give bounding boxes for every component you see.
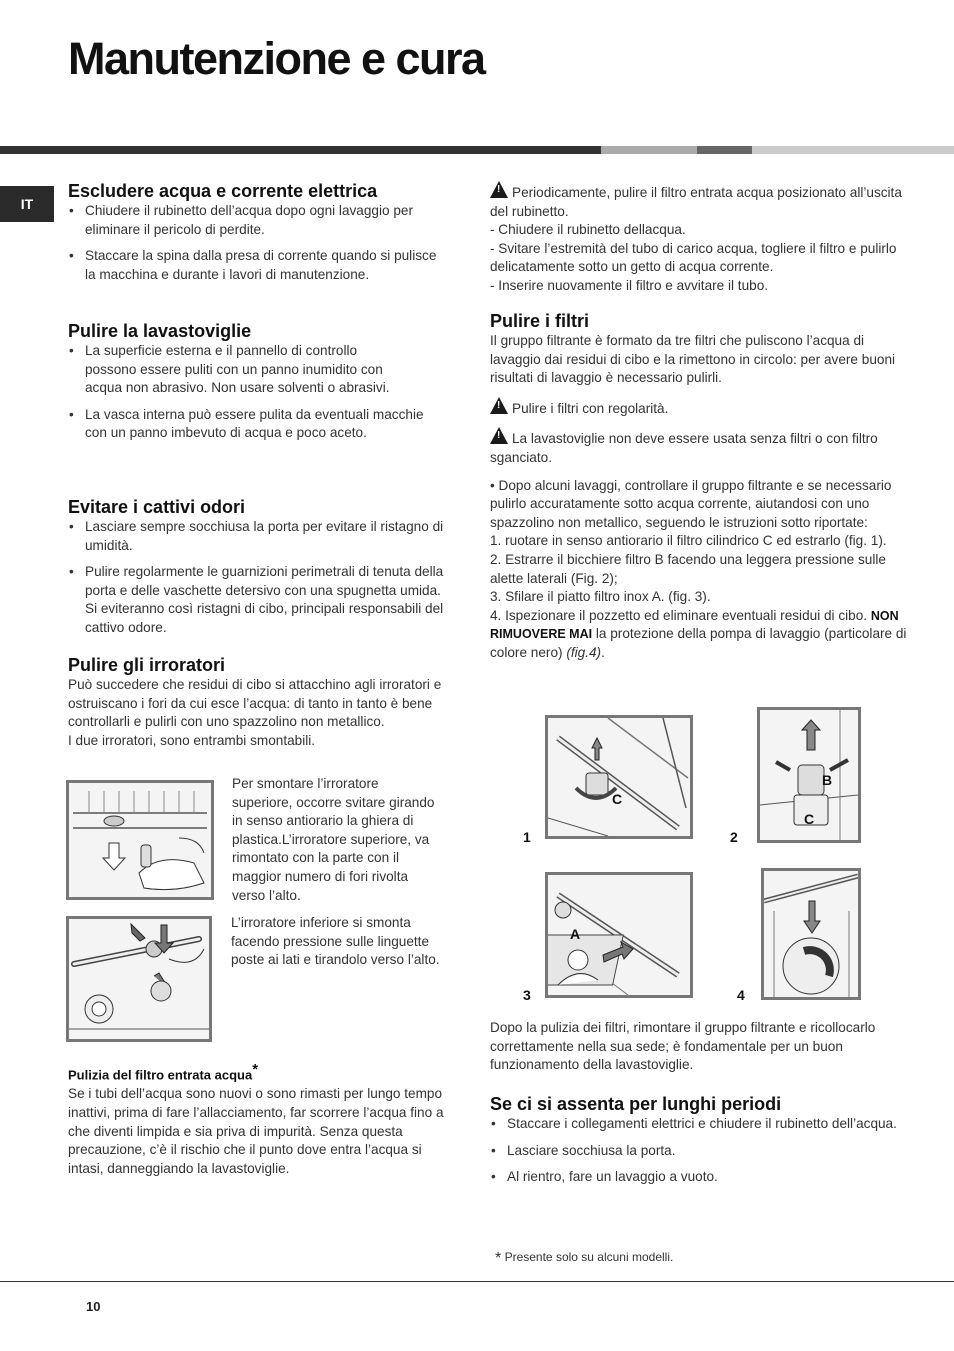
bullet-item: • Al rientro, fare un lavaggio a vuoto.	[490, 1168, 908, 1187]
header-rule-light	[601, 146, 697, 154]
header-rule-mid	[697, 146, 752, 154]
step: 1. ruotare in senso antiorario il filtro cilindrico C ed estrarlo (fig. 1).	[490, 533, 887, 549]
section-spray-arms	[68, 654, 446, 750]
subheading-text: Pulizia del filtro entrata acqua	[68, 1067, 253, 1083]
filter-figure-1	[545, 715, 693, 839]
footnote	[495, 1250, 673, 1268]
paragraph: Se i tubi dell’acqua sono nuovi o sono rimasti per lungo tempo inattivi, prima di fare l’allacciamento, far scorrere l’acqua fino a che diventi limpida e sia priva di impurità. Senza questa precauzione, c’è il rischio che il punto dove entra l’acqua si intasi, danneggiando la lavastoviglie.	[68, 1086, 444, 1176]
figure-number: 2	[730, 829, 738, 845]
figure-reference: (fig.4)	[566, 644, 602, 660]
warning-icon	[490, 397, 508, 414]
header-rule-pale	[752, 146, 954, 154]
upper-spray-arm-text: Per smontare l’irroratore superiore, occorre svitare girando in senso antiorario la ghiera di plastica.L’irroratore superiore, va rimontato con la parte con il maggior numero di fori rivolta verso l’alto.	[232, 776, 435, 903]
filter-figure-3	[545, 872, 693, 998]
subheading	[68, 1060, 446, 1085]
section-filters	[490, 310, 908, 663]
lower-spray-arm-text: L’irroratore inferiore si smonta facendo pressione sulle linguette poste ai lati e tirandolo verso l’alto.	[231, 915, 440, 968]
section-heading: Pulire i filtri	[490, 311, 590, 331]
footer-rule	[0, 1281, 954, 1282]
section-absence	[490, 1093, 908, 1187]
section-heading: Pulire la lavastoviglie	[68, 321, 252, 341]
lower-spray-arm-figure	[66, 916, 212, 1042]
step-warning-bold: NON RIMUOVERE MAI	[490, 608, 899, 642]
warning-icon	[490, 181, 508, 198]
paragraph: Può succedere che residui di cibo si attacchino agli irroratori e ostruiscano i fori da cui esce l’acqua: di tanto in tanto è bene controllarli e pulirli con uno spazzolino non metallico.	[68, 677, 442, 730]
bullet-item: • La superficie esterna e il pannello di controllo possono essere puliti con un panno inumidito con acqua non abrasivo. Non usare solventi o abrasivi.	[68, 342, 405, 398]
filters-after-text: Dopo la pulizia dei filtri, rimontare il gruppo filtrante e ricollocarlo correttamente nella sua sede; è fondamentale per un buon funzionamento della lavastoviglie.	[490, 1020, 876, 1073]
step: 3. Sfilare il piatto filtro inox A. (fig. 3).	[490, 589, 711, 605]
section-clean-dishwasher	[68, 320, 446, 443]
figure-number: 1	[523, 829, 531, 845]
warning-text: La lavastoviglie non deve essere usata senza filtri o con filtro sganciato.	[490, 431, 878, 465]
bullet-item: • Lasciare socchiusa la porta.	[490, 1142, 908, 1161]
page-title: Manutenzione e cura	[68, 33, 485, 84]
bullet-item: • Staccare i collegamenti elettrici e chiudere il rubinetto dell’acqua.	[490, 1115, 908, 1134]
paragraph: I due irroratori, sono entrambi smontabili.	[68, 732, 316, 748]
warning-text: Periodicamente, pulire il filtro entrata acqua posizionato all’uscita del rubinetto.	[490, 185, 902, 219]
section-heading: Escludere acqua e corrente elettrica	[68, 181, 378, 201]
page-number: 10	[86, 1299, 101, 1314]
bullet-item: • Pulire regolarmente le guarnizioni perimetrali di tenuta della porta e delle vaschette detersivo con una spugnetta umida. Si eviteranno così ristagni di cibo, principali responsabili del cattivo odore.	[68, 563, 446, 637]
step: - Chiudere il rubinetto dellacqua.	[490, 222, 686, 238]
paragraph: Il gruppo filtrante è formato da tre filtri che puliscono l’acqua di lavaggio dai residui di cibo e la rimettono in circolo: per avere buoni risultati di lavaggio è necessario pulirli.	[490, 333, 896, 386]
figure-label: C	[804, 811, 815, 827]
lower-spray-arm-illustration	[69, 919, 209, 1039]
warning-text: Pulire i filtri con regolarità.	[512, 400, 669, 416]
footnote-star: *	[252, 1061, 259, 1078]
section-power	[68, 180, 446, 284]
upper-spray-arm-illustration	[69, 783, 211, 897]
upper-spray-arm-figure	[66, 780, 214, 900]
bullet-item: • Lasciare sempre socchiusa la porta per evitare il ristagno di umidità.	[68, 518, 446, 555]
filter-figure-4	[761, 868, 861, 1000]
header-rule-dark	[0, 146, 601, 154]
section-odors	[68, 496, 446, 638]
figure-number: 3	[523, 987, 531, 1003]
bullet-item: • La vasca interna può essere pulita da eventuali macchie con un panno imbevuto di acqua e poco aceto.	[68, 406, 425, 443]
step: - Inserire nuovamente il filtro e avvitare il tubo.	[490, 277, 769, 293]
filter-illustration-1	[548, 718, 690, 836]
bullet-item: • Staccare la spina dalla presa di corrente quando si pulisce la macchina e durante i lavori di manutenzione.	[68, 247, 446, 284]
section-heading: Evitare i cattivi odori	[68, 497, 246, 517]
section-heading: Pulire gli irroratori	[68, 655, 226, 675]
step-text: la protezione della pompa di lavaggio (particolare di colore nero)	[490, 626, 907, 660]
step-text: 4. Ispezionare il pozzetto ed eliminare eventuali residui di cibo.	[490, 607, 868, 623]
section-heading: Se ci si assenta per lunghi periodi	[490, 1094, 782, 1114]
figure-label: B	[822, 772, 833, 788]
filter-illustration-4	[764, 871, 858, 997]
paragraph: • Dopo alcuni lavaggi, controllare il gruppo filtrante e se necessario pulirlo accuratamente sotto acqua corrente, aiutandosi con uno spazzolino non metallico, seguendo le istruzioni sotto riportate:	[490, 477, 892, 530]
figure-label: A	[570, 926, 581, 942]
figure-label: C	[612, 791, 623, 807]
step: - Svitare l’estremità del tubo di carico acqua, togliere il filtro e pulirlo delicatamente sotto un getto di acqua corrente.	[490, 240, 897, 275]
bullet-item: • Chiudere il rubinetto dell’acqua dopo ogni lavaggio per eliminare il pericolo di perdite.	[68, 202, 446, 239]
figure-number: 4	[737, 987, 745, 1003]
section-inlet-steps	[490, 181, 906, 296]
footnote-text: Presente solo su alcuni modelli.	[504, 1250, 674, 1264]
step-text: .	[601, 644, 605, 660]
language-tab: IT	[0, 186, 54, 222]
step	[490, 607, 908, 663]
step: 2. Estrarre il bicchiere filtro B facendo una leggera pressione sulle alette laterali (Fig. 2);	[490, 551, 886, 586]
warning-icon	[490, 427, 508, 444]
section-inlet-filter	[68, 1060, 446, 1178]
footnote-star: *	[495, 1250, 502, 1267]
